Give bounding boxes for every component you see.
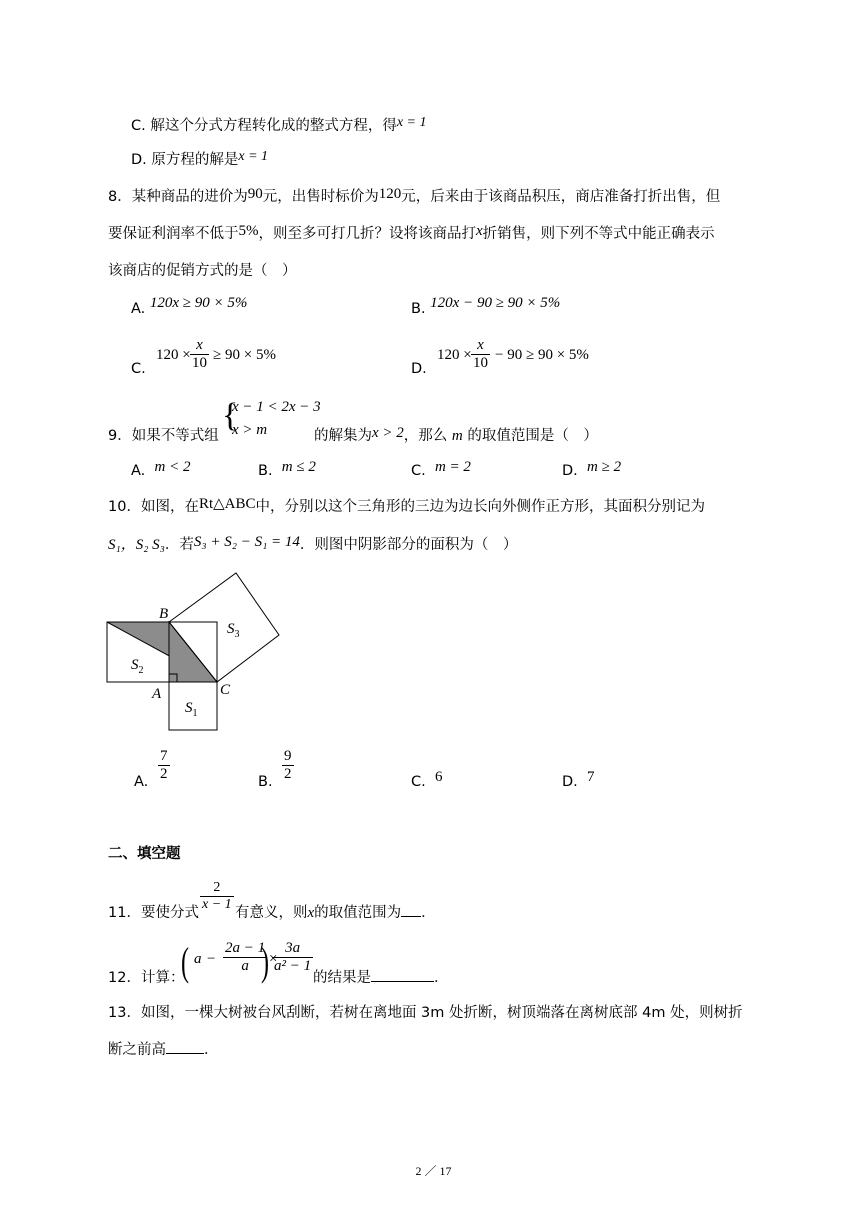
q9-option-d: D. m ≥ 2 bbox=[562, 459, 622, 479]
q8-option-c-post: ≥ 90 × 5% bbox=[213, 347, 276, 363]
q9-option-b: B. m ≤ 2 bbox=[258, 459, 316, 479]
q12-label: 12．计算： bbox=[108, 970, 185, 986]
q10-line2: S₁，S₂ S₃．若S₃ + S₂ − S₁ = 14．则图中阴影部分的面积为（ ） bbox=[108, 534, 518, 553]
q12-paren-left: ( bbox=[181, 939, 189, 984]
q12-fraction-2: 3a a² − 1 bbox=[274, 940, 312, 974]
q8-option-d-label: D. bbox=[411, 361, 427, 377]
q8-line3: 该商店的促销方式的是（ ） bbox=[108, 263, 297, 279]
q12-paren-right: ) bbox=[261, 939, 269, 984]
q7-option-d: D. 原方程的解是x = 1 bbox=[131, 149, 269, 168]
q9-text-a: 9．如果不等式组 bbox=[108, 428, 219, 444]
q13-answer-blank[interactable] bbox=[166, 1053, 204, 1054]
q12-fraction-1: 2a − 1 a bbox=[225, 940, 266, 974]
q11-fraction: 2 x − 1 bbox=[202, 880, 232, 912]
q12-times: × bbox=[269, 951, 278, 967]
q8-option-b: B. 120x − 90 ≥ 90 × 5% bbox=[411, 295, 561, 317]
square-s1 bbox=[169, 682, 217, 730]
q8-option-a: A. 120x ≥ 90 × 5% bbox=[131, 295, 248, 317]
q10-option-b-label: B. bbox=[258, 774, 273, 790]
q12-answer-blank[interactable] bbox=[371, 981, 434, 982]
label-s2: $S_2$ bbox=[131, 657, 144, 676]
q13-line2: 断之前高 ． bbox=[108, 1042, 219, 1058]
q12-a: a bbox=[194, 951, 202, 967]
q11-text-a: 11．要使分式 bbox=[108, 905, 199, 921]
q12-minus: − bbox=[207, 951, 216, 967]
q9-system-line1: x − 1 < 2x − 3 bbox=[232, 399, 321, 415]
q8-option-c-label: C. bbox=[131, 361, 146, 377]
q8-line1: 8．某种商品的进价为90元，出售时标价为120元，后来由于该商品积压，商店准备打折出售，但 bbox=[108, 186, 721, 205]
q8-option-c-pre: 120 × bbox=[156, 347, 191, 363]
label-b: B bbox=[159, 606, 169, 622]
q8-option-d-post: − 90 ≥ 90 × 5% bbox=[495, 347, 589, 363]
section-title: 二、填空题 bbox=[108, 846, 181, 862]
q11-answer-blank[interactable] bbox=[401, 916, 421, 917]
q10-option-c: C. 6 bbox=[411, 769, 443, 790]
q8-option-d-fraction: x 10 bbox=[473, 337, 488, 371]
q10-option-a-fraction: 7 2 bbox=[160, 748, 168, 782]
q10-option-b-fraction: 9 2 bbox=[284, 748, 292, 782]
q12-text-rest: 的结果是 ． bbox=[313, 970, 449, 986]
q9-system-line2: x > m bbox=[232, 422, 268, 438]
label-s1: $S_1$ bbox=[185, 700, 198, 719]
q10-line1: 10．如图，在Rt△ABC中，分别以这个三角形的三边为边长向外侧作正方形，其面积分别记为 bbox=[108, 496, 706, 515]
q9-text-rest: 的解集为x > 2，那么 m 的取值范围是（ ） bbox=[314, 425, 598, 444]
label-s3: $S_3$ bbox=[227, 621, 240, 640]
q8-line2: 要保证利润率不低于5%，则至多可打几折？设将该商品打x折销售，则下列不等式中能正确表示 bbox=[108, 223, 715, 242]
q11-text-rest: 有意义，则x的取值范围为 ． bbox=[235, 905, 436, 921]
label-c: C bbox=[220, 682, 231, 698]
page-number: 2 ／ 17 bbox=[415, 1164, 452, 1178]
q9-brace: { bbox=[222, 397, 239, 434]
q7-option-c: C. 解这个分式方程转化成的整式方程，得x = 1 bbox=[131, 115, 427, 134]
q10-option-d: D. 7 bbox=[562, 769, 595, 790]
q8-option-c-fraction: x 10 bbox=[192, 337, 207, 371]
q10-option-a-label: A. bbox=[134, 774, 149, 790]
q9-option-a: A. m < 2 bbox=[131, 459, 191, 479]
label-a: A bbox=[152, 686, 162, 702]
q13-line1: 13．如图，一棵大树被台风刮断，若树在离地面 3m 处折断，树顶端落在离树底部 4m 处，则树折 bbox=[108, 1005, 743, 1021]
q9-option-c: C. m = 2 bbox=[411, 459, 471, 479]
q8-option-d-pre: 120 × bbox=[437, 347, 472, 363]
q10-figure bbox=[100, 565, 290, 737]
